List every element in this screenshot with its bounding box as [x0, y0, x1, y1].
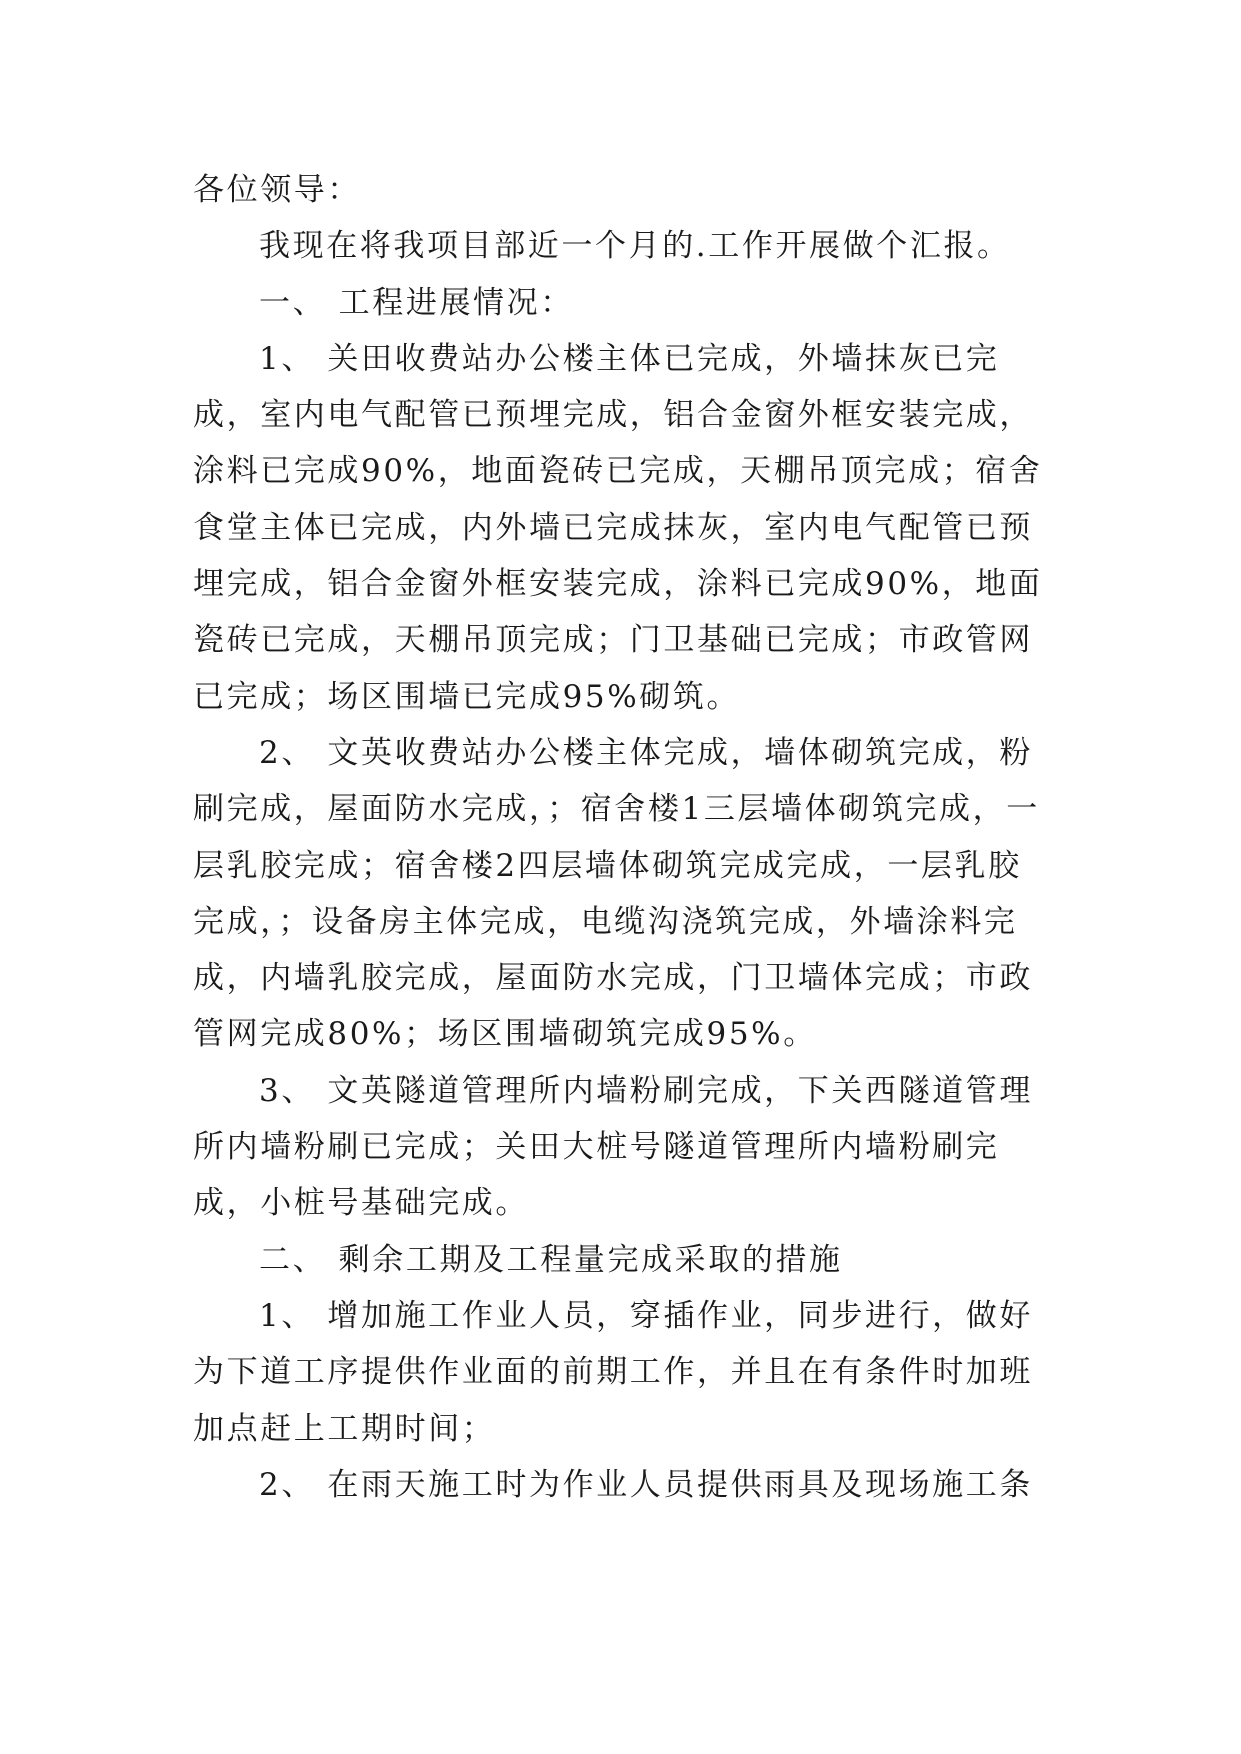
paragraph-item-2: 2、 文英收费站办公楼主体完成，墙体砌筑完成，粉刷完成，屋面防水完成，；宿舍楼1三层墙体砌筑完成，一层乳胶完成；宿舍楼2四层墙体砌筑完成完成，一层乳胶完成，；设备房主体完成，电缆沟浇筑完成，外墙涂料完成，内墙乳胶完成，屋面防水完成，门卫墙体完成；市政管网完成80%；场区围墙砌筑完成95%。 — [193, 734, 1040, 1053]
paragraph-intro: 我现在将我项目部近一个月的.工作开展做个汇报。 — [259, 228, 1011, 265]
paragraph-measure-1: 1、 增加施工作业人员，穿插作业，同步进行，做好为下道工序提供作业面的前期工作，并且在有条件时加班加点赶上工期时间； — [193, 1297, 1033, 1447]
salutation: 各位领导： — [193, 172, 361, 208]
document-body — [193, 162, 1053, 1513]
paragraph-item-3: 3、 文英隧道管理所内墙粉刷完成，下关西隧道管理所内墙粉刷已完成；关田大桩号隧道管理所内墙粉刷完成，小桩号基础完成。 — [193, 1072, 1033, 1222]
paragraph-item-1: 1、 关田收费站办公楼主体已完成，外墙抹灰已完成，室内电气配管已预埋完成，铝合金窗外框安装完成，涂料已完成90%，地面瓷砖已完成，天棚吊顶完成；宿舍食堂主体已完成，内外墙已完成抹灰，室内电气配管已预埋完成，铝合金窗外框安装完成，涂料已完成90%，地面瓷砖已完成，天棚吊顶完成；门卫基础已完成；市政管网已完成；场区围墙已完成95%砌筑。 — [193, 340, 1043, 715]
section-heading-measures: 二、 剩余工期及工程量完成采取的措施 — [259, 1241, 843, 1278]
paragraph-measure-2: 2、 在雨天施工时为作业人员提供雨具及现场施工条 — [259, 1466, 1033, 1503]
section-heading-progress: 一、 工程进展情况： — [259, 284, 574, 321]
